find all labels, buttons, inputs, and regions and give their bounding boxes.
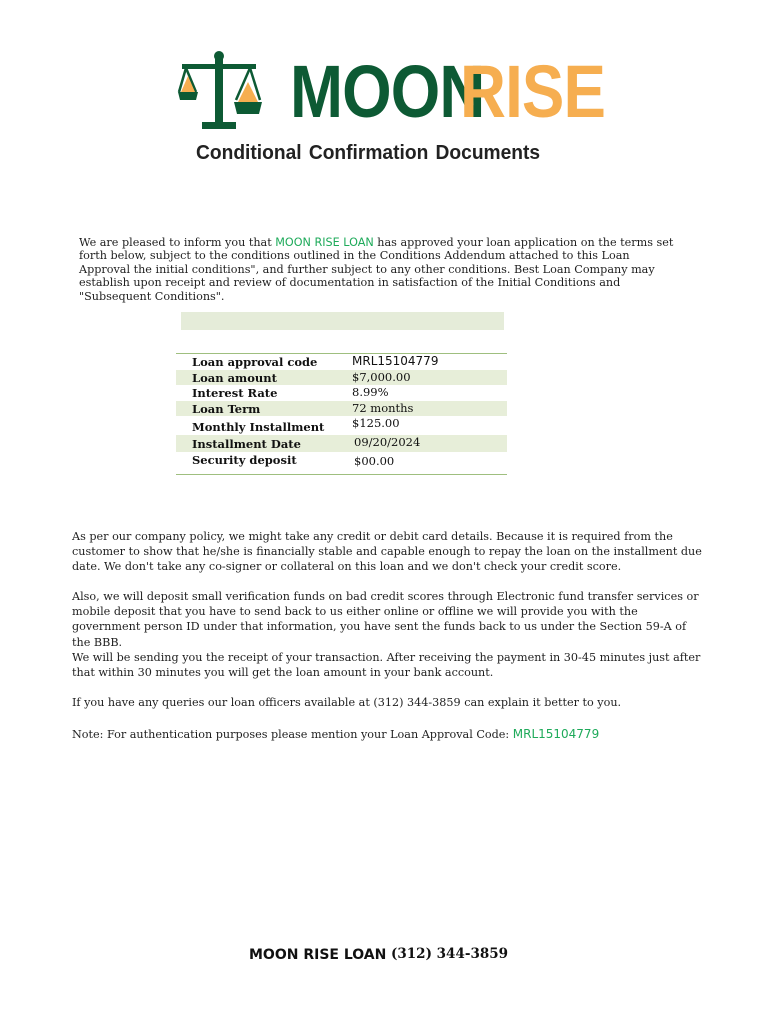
intro-text-before: We are pleased to inform you that: [79, 236, 276, 249]
row-value: $00.00: [354, 454, 395, 468]
note-paragraph: [72, 727, 702, 742]
row-label: Security deposit: [192, 453, 297, 467]
intro-text-after: has approved your loan application on the terms set forth below, subject to the conditions outlined in the Conditions Addendum attached to this Loan Approval the initial conditions", and further subject to any other conditions. Best Loan Company may establish upon receipt and review of documentation in satisfaction of the Initial Conditions and "Subsequent Conditions".: [79, 236, 674, 303]
table-row-installment-date: [176, 435, 507, 452]
row-label: Loan approval code: [192, 355, 318, 369]
table-row-loan-amount: [176, 370, 507, 386]
table-header-band: [181, 312, 504, 330]
company-name-highlight: MOON RISE LOAN: [275, 236, 374, 249]
receipt-paragraph: We will be sending you the receipt of your transaction. After receiving the payment in 30-45 minutes just after that within 30 minutes you will get the loan amount in your bank account.: [72, 651, 701, 680]
table-row-monthly-installment: [176, 416, 507, 435]
note-approval-code: MRL15104779: [512, 727, 600, 741]
table-row-approval-code: [176, 354, 507, 370]
scales-of-justice-icon: [176, 50, 262, 134]
policy-paragraph: As per our company policy, we might take any credit or debit card details. Because it is required from the customer to show that he/she is financially stable and capable enough to repay the loan on the installment due date. We don't take any co-signer or collateral on this loan and we don't check your credit score.: [72, 530, 702, 574]
brand-name-moon: MOON: [290, 50, 485, 133]
row-label: Installment Date: [192, 437, 301, 451]
table-row-loan-term: [176, 401, 507, 417]
approval-code-value: MRL15104779: [352, 354, 439, 368]
row-value: 72 months: [352, 400, 414, 415]
loan-details-table: [176, 353, 507, 475]
row-value: 09/20/2024: [354, 435, 421, 449]
brand-name-rise: RISE: [460, 50, 606, 133]
row-value: 8.99%: [352, 385, 389, 399]
row-value: $7,000.00: [352, 369, 411, 384]
row-label: Monthly Installment: [192, 420, 325, 434]
company-logo: [176, 50, 606, 134]
row-value: $125.00: [352, 416, 400, 430]
footer-phone: (312) 344-3859: [391, 946, 509, 962]
footer-company-name: MOON RISE LOAN: [249, 947, 387, 963]
row-label: Loan Term: [192, 401, 261, 416]
note-label: Note: For authentication purposes please mention your Loan Approval Code:: [72, 728, 513, 741]
document-title: Conditional Confirmation Documents: [196, 142, 541, 164]
queries-paragraph: If you have any queries our loan officers available at (312) 344-3859 can explain it better to you.: [72, 696, 622, 709]
table-row-security-deposit: [176, 452, 507, 474]
row-label: Interest Rate: [192, 386, 278, 400]
intro-paragraph: [79, 236, 679, 303]
table-row-interest-rate: [176, 385, 507, 401]
verification-paragraph: Also, we will deposit small verification funds on bad credit scores through Electronic fund transfer services or mobile deposit that you have to send back to us either online or offline we will provide you with the government person ID under that information, you have sent the funds back to us under the Section 59-A of the BBB.: [72, 590, 699, 649]
row-label: Loan amount: [192, 370, 277, 385]
